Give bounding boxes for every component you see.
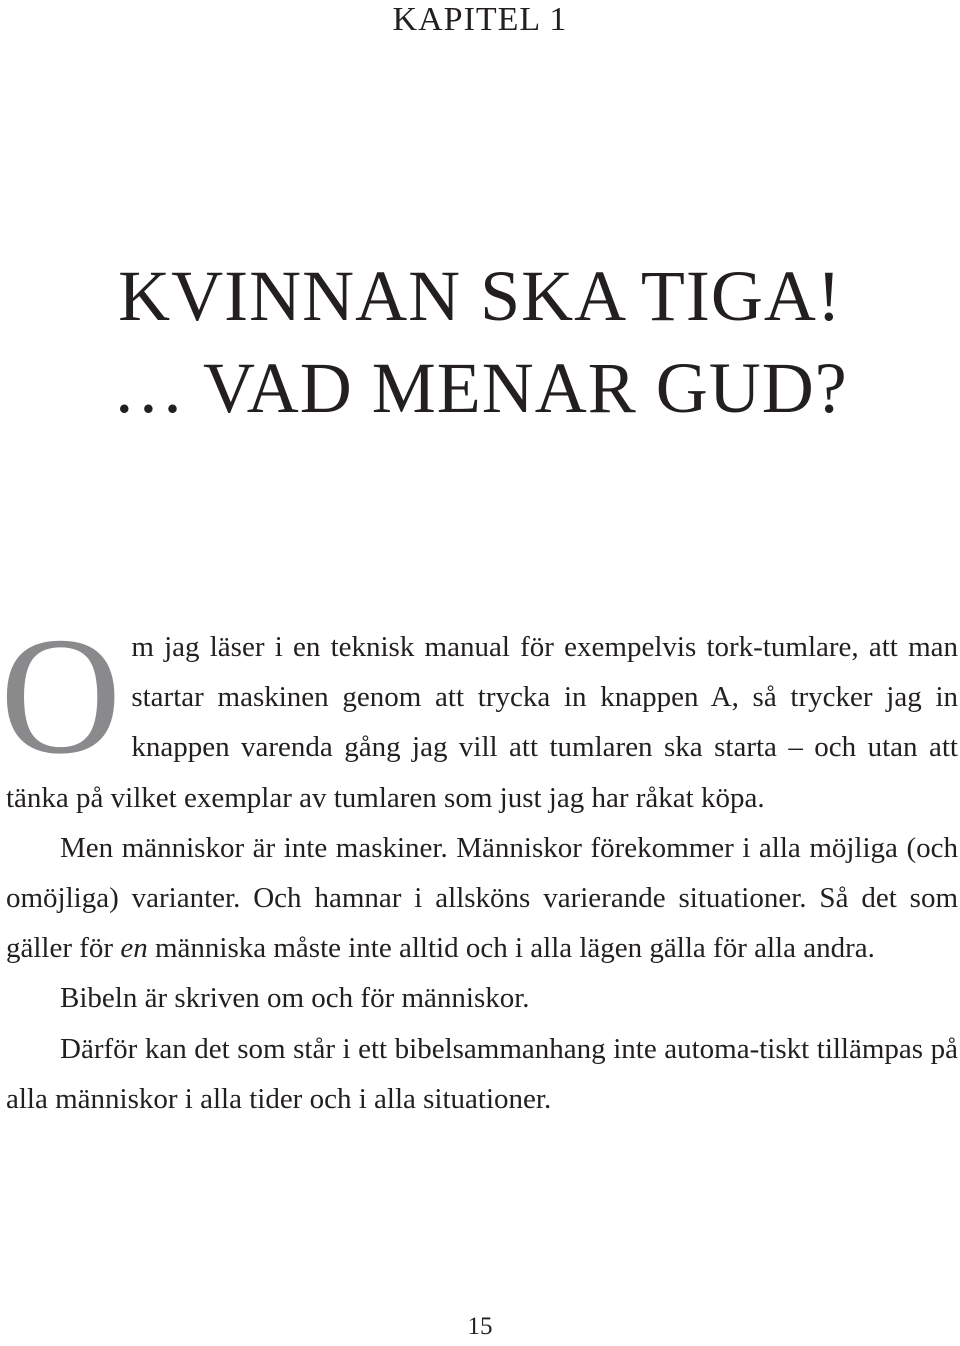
chapter-title-line-1: KVINNAN SKA TIGA! (118, 256, 842, 336)
paragraph-3: Bibeln är skriven om och för människor. (60, 982, 530, 1015)
body-text (0, 603, 958, 1124)
paragraph-1 (0, 603, 958, 823)
drop-cap: O (0, 603, 122, 789)
chapter-title (0, 250, 960, 434)
chapter-label: KAPITEL 1 (392, 1, 568, 38)
page-number: 15 (467, 1313, 493, 1340)
paragraph-4: Därför kan det som står i ett bibelsammanhang inte automa-tiskt tillämpas på alla människor i alla tider och i alla situationer. (6, 1032, 958, 1115)
paragraph-2-text-end: människa måste inte alltid och i alla lägen gälla för alla andra. (147, 932, 875, 965)
chapter-title-line-2: … VAD MENAR GUD? (112, 348, 848, 428)
paragraph-2 (6, 823, 958, 974)
emphasis-en: en (120, 932, 148, 965)
paragraph-1-text: m jag läser i en teknisk manual för exempelvis tork-tumlare, att man startar maskinen genom att trycka in knappen A, så trycker jag in knappen varenda gång jag vill att tumlaren ska starta – och utan att tänka på vilket exemplar av tumlaren som just jag har råkat köpa. (6, 631, 958, 814)
paragraph-2-text-start: Men människor är inte maskiner. Människor förekommer i alla möjliga (och omöjliga) varianter. Och hamnar i allsköns varierande situationer. Så det som gäller för (6, 831, 958, 965)
